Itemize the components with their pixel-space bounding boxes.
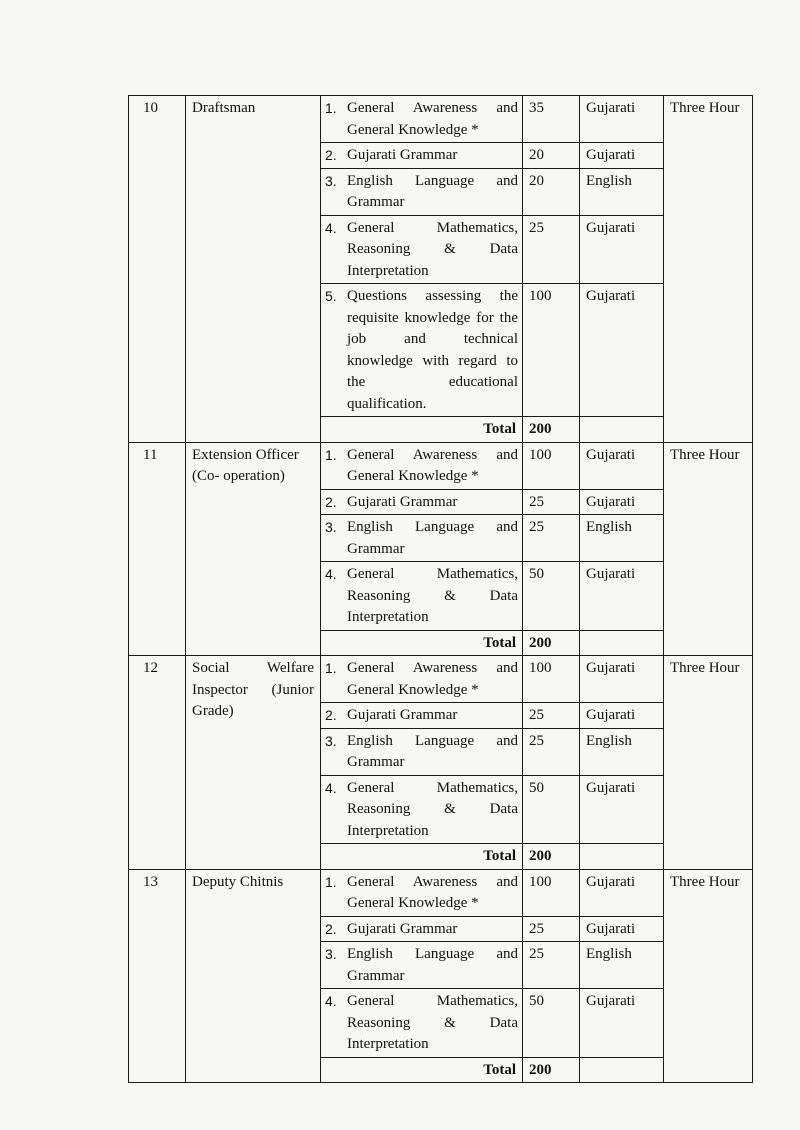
subject-number: 1. [325,873,337,890]
post-name: Draftsman [186,96,321,443]
subject-name: General Mathematics, Reasoning & Data Interpretation [347,993,518,1052]
subject-number: 2. [325,707,337,723]
subject-number: 3. [325,519,337,535]
medium-cell: English [580,942,664,989]
subject-cell [321,869,523,916]
duration-cell: Three Hour [664,442,753,656]
duration-cell: Three Hour [664,869,753,1083]
subject-number: 3. [325,946,337,962]
medium-cell: Gujarati [580,489,664,515]
subject-number: 4. [325,219,337,236]
medium-cell: Gujarati [580,143,664,169]
subject-cell [321,656,523,703]
subject-cell [321,703,523,729]
subject-cell [321,143,523,169]
subject-row [129,656,753,703]
marks-cell: 50 [523,775,580,844]
subject-number: 3. [325,172,337,189]
marks-cell: 25 [523,515,580,562]
serial-number: 11 [129,442,186,656]
subject-cell [321,942,523,989]
medium-cell: Gujarati [580,869,664,916]
marks-cell: 100 [523,284,580,417]
subject-name: General Mathematics, Reasoning & Data Interpretation [347,779,518,839]
medium-cell: Gujarati [580,989,664,1058]
subject-number: 5. [325,288,337,304]
duration-cell: Three Hour [664,96,753,443]
post-name: Social Welfare Inspector (Junior Grade) [186,656,321,870]
subject-number: 2. [325,920,337,937]
subject-name: Questions assessing the requisite knowledge for the job and technical knowledge with regard to the educational qualification. [347,288,518,412]
subject-row [129,442,753,489]
subject-number: 1. [325,100,337,116]
subject-cell [321,989,523,1058]
subject-row [129,96,753,143]
subject-name: English Language and Grammar [347,519,518,557]
subject-cell [321,168,523,215]
marks-cell: 100 [523,869,580,916]
exam-scheme-table [128,95,753,1083]
marks-cell: 35 [523,96,580,143]
subject-number: 4. [325,993,337,1009]
total-marks: 200 [523,1057,580,1083]
duration-cell: Three Hour [664,656,753,870]
subject-cell [321,728,523,775]
marks-cell: 20 [523,143,580,169]
marks-cell: 50 [523,562,580,631]
marks-cell: 25 [523,728,580,775]
medium-cell: English [580,728,664,775]
subject-name: English Language and Grammar [347,946,518,984]
subject-number: 1. [325,660,337,676]
subject-cell [321,284,523,417]
total-empty-cell [580,844,664,870]
subject-name: Gujarati Grammar [347,493,458,510]
marks-cell: 25 [523,215,580,284]
total-label: Total [321,1057,523,1083]
medium-cell: Gujarati [580,562,664,631]
serial-number: 12 [129,656,186,870]
medium-cell: Gujarati [580,656,664,703]
marks-cell: 100 [523,442,580,489]
marks-cell: 25 [523,703,580,729]
subject-cell [321,775,523,844]
total-label: Total [321,844,523,870]
subject-cell [321,489,523,515]
total-label: Total [321,417,523,443]
serial-number: 13 [129,869,186,1083]
subject-name: General Awareness and General Knowledge * [347,100,518,138]
marks-cell: 50 [523,989,580,1058]
subject-number: 3. [325,732,337,749]
marks-cell: 20 [523,168,580,215]
total-empty-cell [580,630,664,656]
subject-cell [321,96,523,143]
subject-cell [321,215,523,284]
subject-number: 4. [325,566,337,582]
subject-name: General Mathematics, Reasoning & Data Interpretation [347,219,518,279]
subject-name: General Mathematics, Reasoning & Data Interpretation [347,566,518,625]
total-empty-cell [580,417,664,443]
post-name: Extension Officer (Co- operation) [186,442,321,656]
medium-cell: Gujarati [580,775,664,844]
total-empty-cell [580,1057,664,1083]
subject-cell [321,442,523,489]
medium-cell: Gujarati [580,96,664,143]
subject-cell [321,515,523,562]
medium-cell: Gujarati [580,703,664,729]
medium-cell: Gujarati [580,284,664,417]
subject-name: General Awareness and General Knowledge * [347,660,518,698]
medium-cell: English [580,168,664,215]
serial-number: 10 [129,96,186,443]
medium-cell: Gujarati [580,215,664,284]
subject-name: General Awareness and General Knowledge * [347,446,518,484]
total-marks: 200 [523,630,580,656]
post-name: Deputy Chitnis [186,869,321,1083]
subject-number: 1. [325,446,337,463]
subject-name: English Language and Grammar [347,732,518,770]
subject-number: 2. [325,147,337,163]
medium-cell: Gujarati [580,442,664,489]
subject-cell [321,916,523,942]
subject-name: Gujarati Grammar [347,707,458,723]
total-marks: 200 [523,844,580,870]
subject-name: General Awareness and General Knowledge * [347,873,518,911]
subject-name: English Language and Grammar [347,172,518,210]
medium-cell: English [580,515,664,562]
subject-number: 4. [325,779,337,796]
subject-name: Gujarati Grammar [347,147,458,163]
subject-name: Gujarati Grammar [347,920,458,937]
subject-cell [321,562,523,631]
marks-cell: 25 [523,916,580,942]
medium-cell: Gujarati [580,916,664,942]
marks-cell: 100 [523,656,580,703]
subject-number: 2. [325,493,337,510]
marks-cell: 25 [523,942,580,989]
total-marks: 200 [523,417,580,443]
total-label: Total [321,630,523,656]
subject-row [129,869,753,916]
marks-cell: 25 [523,489,580,515]
